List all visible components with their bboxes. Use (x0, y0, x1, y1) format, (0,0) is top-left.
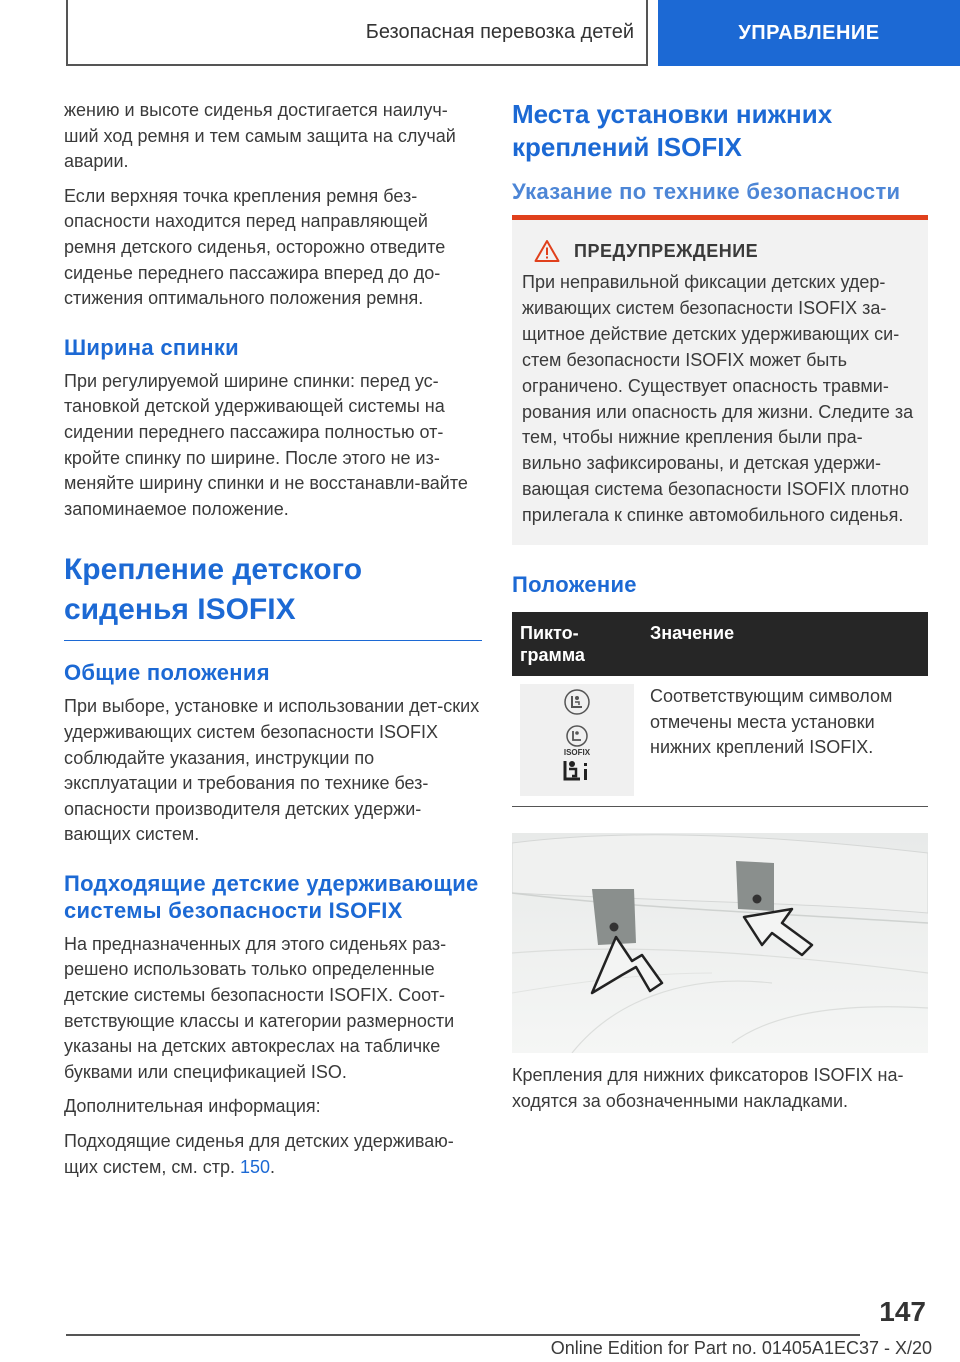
isofix-seat-photo (512, 833, 928, 1053)
divider (64, 640, 482, 641)
warning-header (522, 238, 916, 264)
warning-triangle-icon (528, 238, 566, 264)
paragraph-reference (64, 1129, 482, 1180)
left-column (64, 98, 482, 1189)
footer-edition (0, 1338, 960, 1359)
heading-isofix-places: Места установки нижних креплений ISOFIX (512, 99, 833, 162)
table-row (512, 676, 928, 807)
reference-text: Подходящие сиденья для детских удерживаю-щих систем, см. стр. (64, 1131, 454, 1177)
paragraph: На предназначенных для этого сиденьях раз-решено использовать только определенные детские системы безопасности ISOFIX. Соот-ветствующие классы и категории размерности указаны на детских автокреслах на табличке буквами или спецификацией ISO. (64, 933, 455, 1082)
isofix-icon (564, 724, 590, 757)
footer-divider (66, 1334, 860, 1336)
paragraph: Если верхняя точка крепления ремня без-опасности находится перед направляющей ремня детского сиденья, осторожно отведите сиденье переднего пассажира вперед до до-стижения оптимального положения ремня. (64, 185, 446, 309)
heading-isofix-line1: Крепление детского (64, 553, 363, 587)
photo-caption: Крепления для нижних фиксаторов ISOFIX на-ходятся за обозначенными накладками. (512, 1065, 904, 1111)
section-title: Безопасная перевозка детей (66, 0, 648, 66)
meaning-cell: Соответствующим символом отмечены места установки нижних креплений ISOFIX. (642, 676, 928, 807)
right-column (512, 98, 928, 1114)
table-header-pictogram: Пикто-грамма (512, 612, 642, 676)
heading-suitable-systems: Подходящие детские удерживающие системы безопасности ISOFIX (64, 870, 479, 923)
heading-safety-notice: Указание по технике безопасности (512, 179, 901, 204)
warning-title: ПРЕДУПРЕЖДЕНИЕ (574, 240, 759, 261)
paragraph: При выборе, установке и использовании дет-ских удерживающих систем безопасности ISOFIX соблюдайте указания, инструкции по эксплуатации и требования по технике без-опасности производителя детских удержи-вающих систем. (64, 696, 480, 845)
position-table (512, 612, 928, 807)
edition-text: Online Edition for Part no. 01405A1EC37 - X/20 (550, 1338, 932, 1358)
child-seat-info-icon (562, 757, 592, 793)
page-reference-link[interactable]: 150 (240, 1156, 271, 1177)
page-header (0, 0, 960, 66)
chapter-tab[interactable]: УПРАВЛЕНИЕ (658, 0, 960, 66)
heading-isofix (64, 550, 482, 630)
page-number: 147 (879, 1296, 926, 1327)
reference-end: . (270, 1156, 276, 1177)
child-seat-icon (563, 688, 591, 724)
table-header-row (512, 612, 928, 676)
paragraph: Дополнительная информация: (64, 1096, 321, 1117)
heading-isofix-line2: сиденья ISOFIX (64, 593, 296, 627)
heading-general: Общие положения (64, 660, 270, 686)
pictogram-cell (512, 676, 642, 807)
heading-position: Положение (512, 572, 637, 598)
warning-box (512, 215, 928, 545)
heading-backrest-width: Ширина спинки (64, 334, 240, 360)
paragraph: При регулируемой ширине спинки: перед ус-тановкой детской удерживающей системы на сидении переднего пассажира полностью от-кройте спинку по ширине. После этого не из-меняйте ширину спинки и не восстанавли-вайте запоминаемое положение. (64, 370, 468, 519)
isofix-label: ISOFIX (563, 747, 591, 757)
pictogram-box (520, 684, 634, 796)
paragraph: жению и высоте сиденья достигается наилуч-ший ход ремня и тем самым защита на случай аварии. (64, 100, 456, 172)
table-header-meaning: Значение (642, 612, 928, 676)
warning-text: При неправильной фиксации детских удер-живающих систем безопасности ISOFIX за-щитное действие детских удерживающих си-стем безопасности ISOFIX может быть ограничено. Существует опасность травми-рования или опасность для жизни. Следите за тем, чтобы нижние крепления были пра-вильно зафиксированы, и детская удержи-вающая система безопасности ISOFIX плотно прилегала к спинке автомобильного сиденья. (522, 272, 914, 526)
